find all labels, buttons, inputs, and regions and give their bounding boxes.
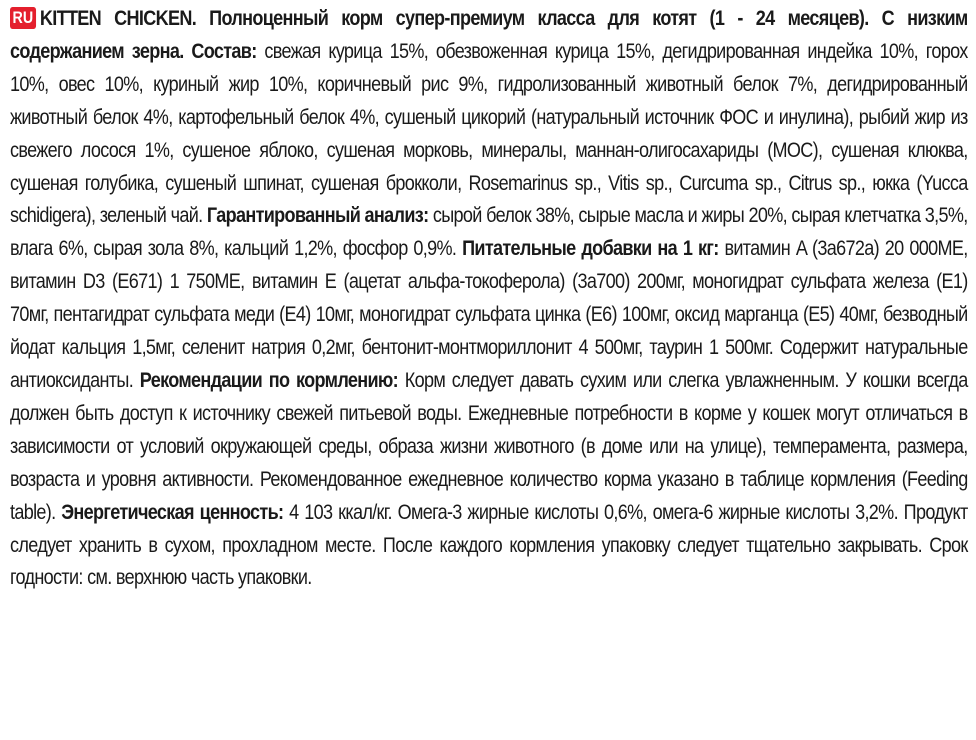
analysis-text: сырой белок 38%, сырые масла и жиры 20%, сырая клетчатка 3,5%, влага 6%, сырая зола 8%, кальций 1,2%, фосфор 0,9%. [10,203,968,261]
composition-heading: Состав: [191,38,257,63]
composition-text: свежая курица 15%, обезвоженная курица 15%, дегидрированная индейка 10%, горох 10%, овес 10%, куриный жир 10%, коричневый рис 9%, гидролизованный животный белок 7%, дегидрированный животный белок 4%, картофельный белок 4%, сушеный цикорий (натуральный источник ФОС и инулина), рыбий жир из свежего лосося 1%, сушеное яблоко, сушеная морковь, минералы, маннан-олигосахариды (МОС), сушеная клюква, сушеная голубика, сушеный шпинат, сушеная брокколи, Rosemarinus sp., Vitis sp., Curcuma sp., Citrus sp., юкка (Yucca schidigera), зеленый чай. [10,38,968,228]
analysis-heading: Гарантированный анализ: [206,203,429,228]
energy-text: 4 103 ккал/кг. Омега-3 жирные кислоты 0,6%, омега-6 жирные кислоты 3,2%. Продукт следует хранить в сухом, прохладном месте. После каждого кормления упаковку следует тщательно закрывать. Срок годности: см. верхнюю часть упаковки. [10,499,968,590]
additives-heading: Питательные добавки на 1 кг: [462,236,719,261]
product-title: KITTEN CHICKEN. Полноценный корм супер-премиум класса для котят (1 - 24 месяцев). С низким содержанием зерна. [10,6,968,63]
feeding-heading: Рекомендации по кормлению: [139,367,399,392]
label-text [10,2,968,594]
additives-text: витамин A (3a672a) 20 000МЕ, витамин D3 (E671) 1 750МЕ, витамин E (ацетат альфа-токоферола) (3a700) 200мг, моногидрат сульфата железа (E1) 70мг, пентагидрат сульфата меди (E4) 10мг, моногидрат сульфата цинка (E6) 100мг, оксид марганца (E5) 40мг, безводный йодат кальция 1,5мг, селенит натрия 0,2мг, бентонит-монтмориллонит 4 500мг, таурин 1 500мг. Содержит натуральные антиоксиданты. [10,236,968,392]
language-badge: RU [10,7,36,29]
energy-heading: Энергетическая ценность: [61,499,284,524]
feeding-text: Корм следует давать сухим или слегка увлажненным. У кошки всегда должен быть доступ к источнику свежей питьевой воды. Ежедневные потребности в корме у кошек могут отличаться в зависимости от условий окружающей среды, образа жизни животного (в доме или на улице), темперамента, размера, возраста и уровня активности. Рекомендованное ежедневное количество корма указано в таблице кормления (Feeding table). [10,367,968,524]
